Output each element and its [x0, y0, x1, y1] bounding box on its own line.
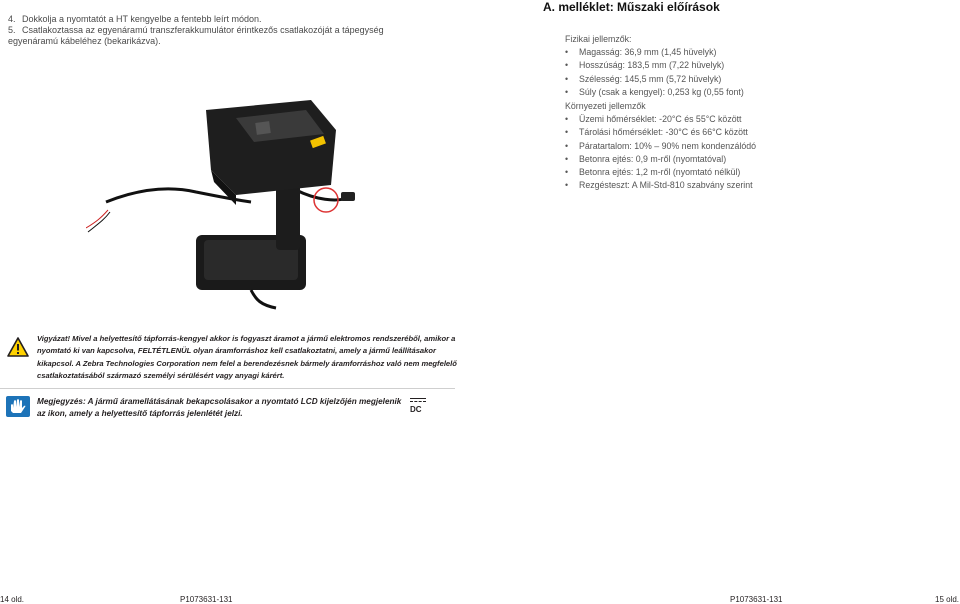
spec-text: Betonra ejtés: 1,2 m-ről (nyomtató nélkül) [579, 167, 741, 178]
spec-text: Magasság: 36,9 mm (1,45 hüvelyk) [579, 47, 717, 58]
bullet-icon: • [565, 47, 569, 58]
step-number: 5. [8, 25, 16, 35]
physical-specs-heading: Fizikai jellemzők: [565, 34, 632, 44]
hand-note-glyph [6, 396, 30, 417]
spec-item [565, 179, 945, 192]
spec-item [565, 140, 945, 153]
dc-power-symbol-icon [410, 398, 430, 415]
hand-note-icon [6, 396, 30, 417]
spec-text: Páratartalom: 10% – 90% nem kondenzálódó [579, 140, 757, 151]
bullet-icon: • [565, 167, 569, 178]
divider [0, 388, 455, 389]
footer-doc-code-right: P1073631-131 [730, 595, 783, 604]
spec-item [565, 126, 945, 139]
footer-page-number-right: 15 old. [935, 595, 960, 604]
dc-label: DC [410, 405, 422, 414]
spec-item [565, 86, 945, 99]
printer-in-cradle-photo [86, 90, 366, 310]
step-text: Csatlakoztassa az egyenáramú transzferakkumulátor érintkezős csatlakozóját a tápegység [22, 25, 384, 35]
spec-item [565, 46, 945, 59]
environment-specs-heading: Környezeti jellemzők [565, 101, 646, 111]
spec-text: Súly (csak a kengyel): 0,253 kg (0,55 font) [579, 86, 744, 97]
dc-solid-line [410, 398, 426, 399]
physical-specs [565, 33, 945, 99]
warning-triangle-icon [7, 337, 29, 357]
spec-item [565, 166, 945, 179]
footer-doc-code-left: P1073631-131 [180, 595, 233, 604]
step-number: 4. [8, 14, 16, 24]
step-item [8, 25, 408, 36]
bullet-icon: • [565, 73, 569, 84]
bullet-icon: • [565, 127, 569, 138]
bullet-icon: • [565, 153, 569, 164]
bullet-icon: • [565, 86, 569, 97]
spec-text: Üzemi hőmérséklet: -20°C és 55°C között [579, 114, 742, 125]
step-continuation [8, 36, 408, 47]
step-item [8, 14, 408, 25]
appendix-title: A. melléklet: Műszaki előírások [543, 0, 720, 14]
spec-item [565, 113, 945, 126]
spec-text: Rezgésteszt: A Mil-Std-810 szabvány szerint [579, 180, 753, 191]
environment-specs-list [565, 113, 945, 192]
installation-steps [8, 14, 408, 47]
step-text-continuation: egyenáramú kábeléhez (bekarikázva). [8, 36, 161, 46]
warning-text: Vigyázat! Mivel a helyettesítő tápforrás-kengyel akkor is fogyaszt áramot a jármű elektromos rendszeréből, amikor a nyomtató ki van kapcsolva, FELTÉTLENÜL olyan áramforráshoz kell csatlakoztatni, amely a jármű leállításakor kikapcsol. A Zebra Technologies Corporation nem felel a berendezésnek bármely áramforráshoz való nem megfelelő csatlakoztatásából származó személyi sérülésért vagy anyagi kárért. [37, 334, 457, 381]
bullet-icon: • [565, 180, 569, 191]
physical-specs-list [565, 46, 945, 99]
spec-item [565, 73, 945, 86]
footer-page-number-left: 14 old. [0, 595, 25, 604]
bullet-icon: • [565, 114, 569, 125]
spec-text: Betonra ejtés: 0,9 m-ről (nyomtatóval) [579, 153, 727, 164]
spec-item [565, 153, 945, 166]
dc-lines [410, 398, 430, 403]
bullet-icon: • [565, 140, 569, 151]
bullet-icon: • [565, 60, 569, 71]
spec-text: Tárolási hőmérséklet: -30°C és 66°C között [579, 127, 748, 138]
step-text: Dokkolja a nyomtatót a HT kengyelbe a fentebb leírt módon. [22, 14, 262, 24]
environment-specs [565, 100, 945, 192]
dc-dashed-line [410, 401, 426, 402]
spec-item [565, 59, 945, 72]
spec-text: Hosszúság: 183,5 mm (7,22 hüvelyk) [579, 60, 725, 71]
spec-text: Szélesség: 145,5 mm (5,72 hüvelyk) [579, 73, 722, 84]
note-text: Megjegyzés: A jármű áramellátásának bekapcsolásakor a nyomtató LCD kijelzőjén megjelenik az ikon, amely a helyettesítő tápforrás jelenlétét jelzi. [37, 397, 402, 418]
